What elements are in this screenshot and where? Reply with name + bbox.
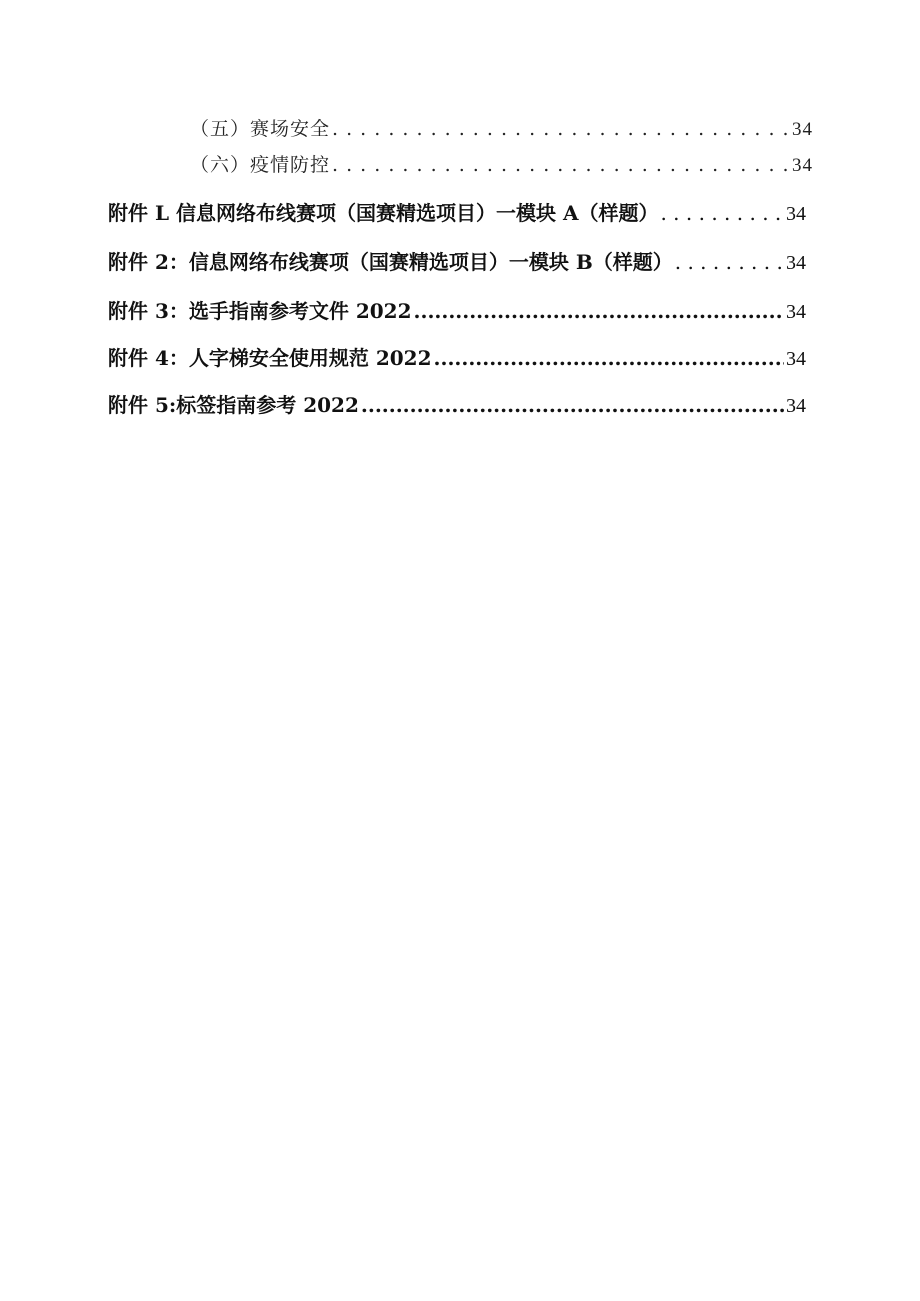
toc-entry-title: 附件 L 信息网络布线赛项（国赛精选项目）一模块 A（样题） [108,201,659,225]
toc-entry-title: 附件 4：人字梯安全使用规范 2022 [108,346,432,370]
toc-entry-safety[interactable] [190,114,813,141]
toc-page-number: 34 [786,348,806,370]
toc-page-number: 34 [786,301,806,323]
toc-dot-leader [332,154,790,176]
toc-entry-title: （五）赛场安全 [190,118,331,140]
toc-page-number: 34 [792,155,813,176]
toc-page-number: 34 [786,203,806,225]
toc-dot-leader [675,250,784,274]
toc-entry-appendix-3[interactable] [108,295,806,324]
toc-entry-title: 附件 5:标签指南参考 2022 [108,393,359,417]
toc-page-number: 34 [792,119,813,140]
toc-dot-leader [332,118,790,140]
toc-page-number: 34 [786,252,806,274]
toc-entry-appendix-2[interactable] [108,246,806,275]
toc-entry-appendix-5[interactable] [108,389,806,418]
toc-dot-leader [361,393,784,417]
toc-entry-epidemic[interactable] [190,150,813,177]
toc-entry-title: 附件 2：信息网络布线赛项（国赛精选项目）一模块 B（样题） [108,250,673,274]
toc-entry-appendix-1[interactable] [108,197,806,226]
toc-entry-title: （六）疫情防控 [190,154,331,176]
toc-dot-leader [434,346,784,370]
toc-entry-title: 附件 3：选手指南参考文件 2022 [108,299,412,323]
toc-dot-leader [414,299,784,323]
toc-page-number: 34 [786,395,806,417]
toc-entry-appendix-4[interactable] [108,342,806,371]
toc-dot-leader [660,201,784,225]
